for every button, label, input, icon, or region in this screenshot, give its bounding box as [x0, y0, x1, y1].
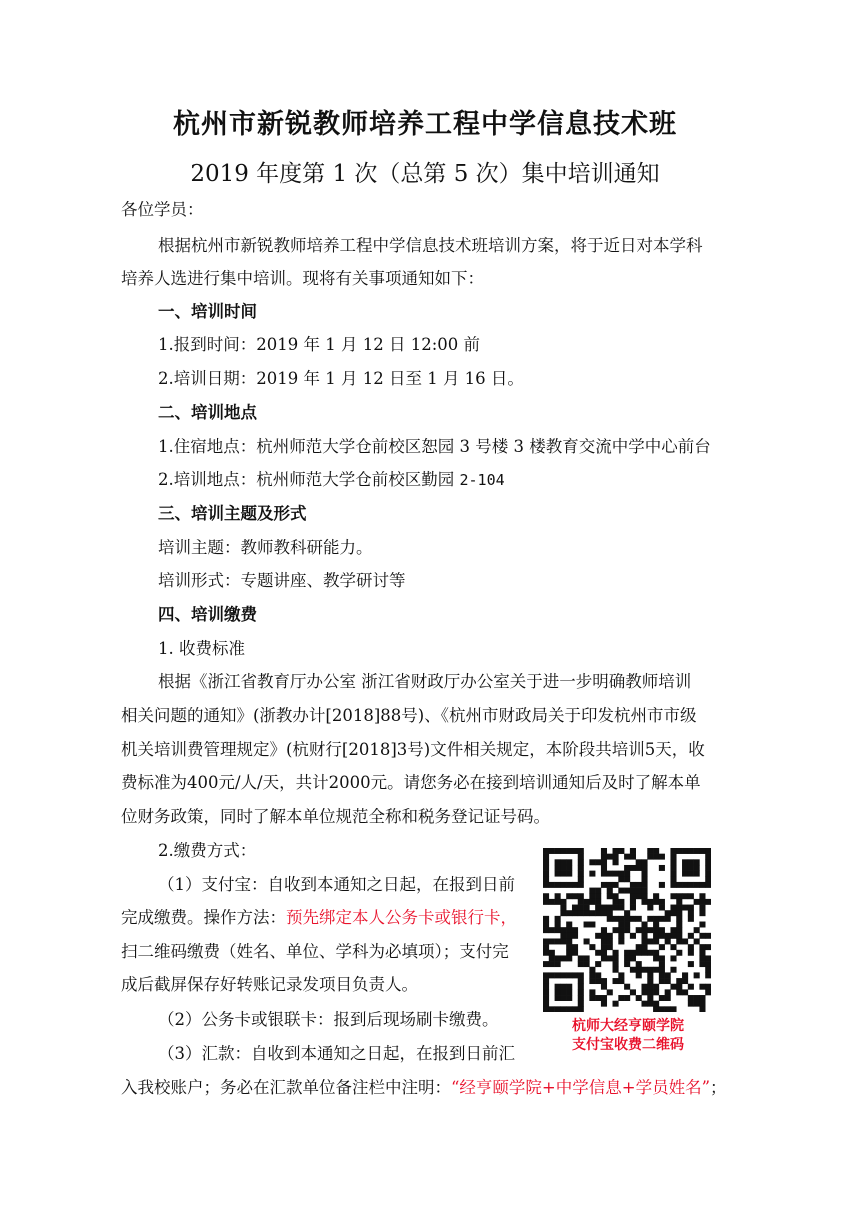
fee-text-line-4: 费标准为400元/人/天，共计2000元。请您务必在接到培训通知后及时了解本单	[121, 773, 701, 792]
salutation: 各位学员：	[121, 200, 204, 219]
alipay-emphasis: 预先绑定本人公务卡或银行卡，	[286, 908, 517, 927]
training-location	[158, 469, 505, 491]
payment-method-heading: 2.缴费方式：	[158, 841, 257, 860]
card-payment-line: （2）公务卡或银联卡：报到后现场刷卡缴费。	[158, 1010, 499, 1029]
qr-code-icon	[543, 848, 711, 1012]
alipay-line-1: （1）支付宝：自收到本通知之日起，在报到日前	[158, 875, 515, 894]
training-dates: 2.培训日期：2019 年 1 月 12 日至 1 月 16 日。	[158, 369, 524, 388]
document-title: 杭州市新锐教师培养工程中学信息技术班	[173, 109, 677, 140]
section-heading-time: 一、培训时间	[158, 302, 257, 321]
section-heading-fee: 四、培训缴费	[158, 605, 257, 624]
alipay-line-2	[121, 907, 517, 929]
qr-caption-line-2: 支付宝收费二维码	[572, 1037, 684, 1053]
fee-text-line-1: 根据《浙江省教育厅办公室 浙江省财政厅办公室关于进一步明确教师培训	[158, 672, 692, 691]
transfer-line-2	[121, 1077, 727, 1099]
alipay-line-2-text: 完成缴费。操作方法：	[121, 908, 286, 927]
section-heading-theme: 三、培训主题及形式	[158, 504, 307, 523]
fee-text-line-3: 机关培训费管理规定》(杭财行[2018]3号)文件相关规定，本阶段共培训5天，收	[121, 740, 705, 759]
document-subtitle: 2019 年度第 1 次（总第 5 次）集中培训通知	[190, 161, 660, 187]
alipay-line-4: 成后截屏保存好转账记录发项目负责人。	[121, 975, 418, 994]
report-time: 1.报到时间：2019 年 1 月 12 日 12:00 前	[158, 335, 480, 354]
training-location-text: 2.培训地点：杭州师范大学仓前校区勤园	[158, 470, 460, 489]
transfer-line-1: （3）汇款：自收到本通知之日起，在报到日前汇	[158, 1044, 515, 1063]
intro-line-2: 培养人选进行集中培训。现将有关事项通知如下：	[121, 269, 484, 288]
lodging-location: 1.住宿地点：杭州师范大学仓前校区恕园 3 号楼 3 楼教育交流中学中心前台	[158, 437, 711, 456]
transfer-emphasis: “经亨颐学院+中学信息+学员姓名”	[451, 1078, 711, 1097]
training-form: 培训形式：专题讲座、教学研讨等	[158, 571, 406, 590]
training-room: 2-104	[459, 471, 505, 489]
transfer-line-2-text: 入我校账户；务必在汇款单位备注栏中注明：	[121, 1078, 451, 1097]
transfer-line-2-end: ；	[710, 1078, 727, 1097]
qr-caption-line-1: 杭师大经亨颐学院	[572, 1018, 684, 1034]
alipay-line-3: 扫二维码缴费（姓名、单位、学科为必填项）；支付完	[121, 942, 509, 961]
fee-standard-heading: 1. 收费标准	[158, 639, 245, 658]
training-theme: 培训主题：教师教科研能力。	[158, 538, 373, 557]
intro-line-1: 根据杭州市新锐教师培养工程中学信息技术班培训方案，将于近日对本学科	[158, 236, 703, 255]
fee-text-line-5: 位财务政策，同时了解本单位规范全称和税务登记证号码。	[121, 807, 550, 826]
fee-text-line-2: 相关问题的通知》(浙教办计[2018]88号)、《杭州市财政局关于印发杭州市市级	[121, 706, 697, 725]
section-heading-location: 二、培训地点	[158, 403, 257, 422]
